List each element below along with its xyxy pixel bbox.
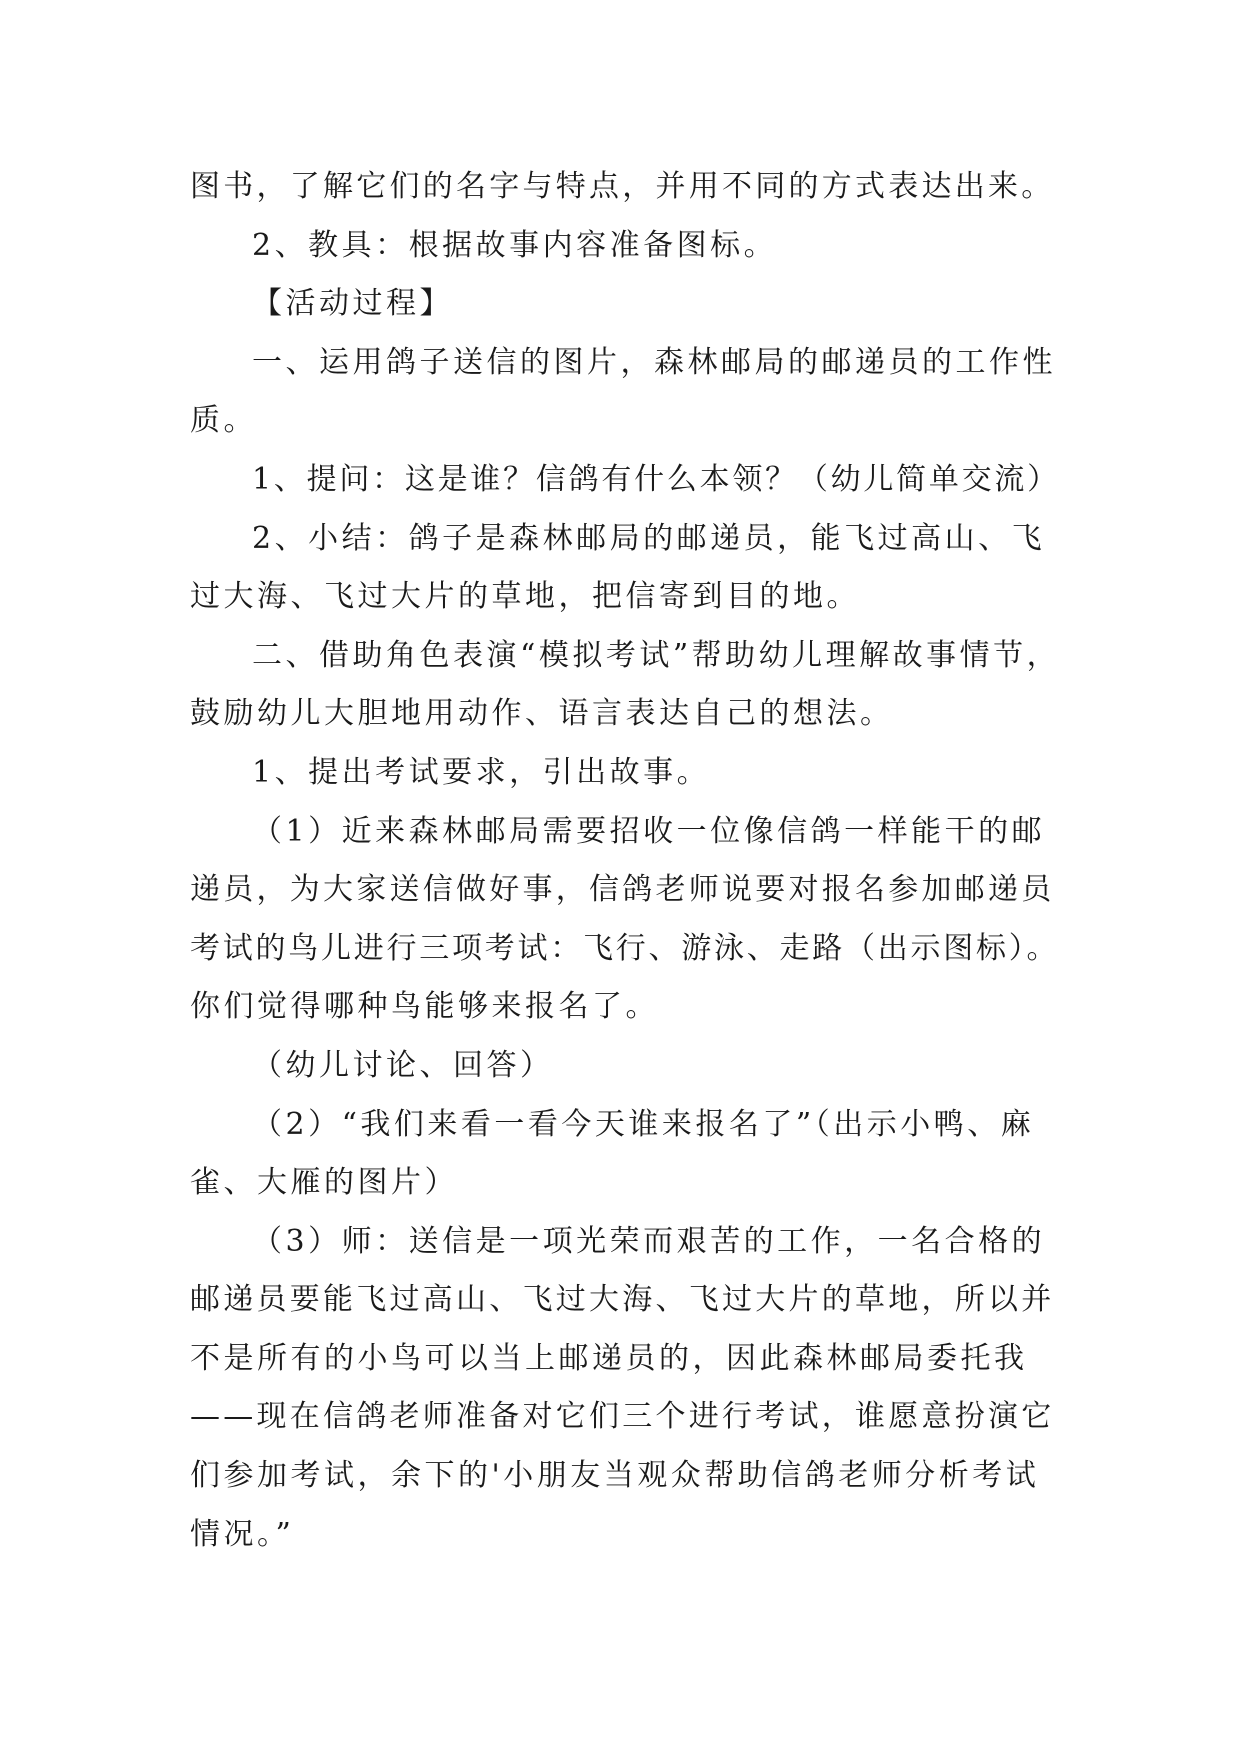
- text-line: 们参加考试，余下的'小朋友当观众帮助信鸽老师分析考试: [190, 1458, 1040, 1494]
- text-line: 雀、大雁的图片）: [190, 1165, 458, 1201]
- text-line: 图书，了解它们的名字与特点，并用不同的方式表达出来。: [190, 169, 1055, 204]
- body-text: [190, 158, 1060, 1564]
- text-line: 一、运用鸽子送信的图片，森林邮局的邮递员的工作性: [252, 344, 1056, 380]
- text-line: 二、借助角色表演“模拟考试”帮助幼儿理解故事情节，: [252, 637, 1061, 673]
- text-line: 2、小结：鸽子是森林邮局的邮递员，能飞过高山、飞: [252, 520, 1046, 556]
- text-line: ——现在信鸽老师准备对它们三个进行考试，谁愿意扮演它: [190, 1399, 1055, 1435]
- text-line: 质。: [190, 403, 257, 439]
- text-line: 情况。”: [190, 1516, 295, 1552]
- text-line: （幼儿讨论、回答）: [252, 1047, 554, 1083]
- text-line: 过大海、飞过大片的草地，把信寄到目的地。: [190, 579, 860, 615]
- text-line: 1、提出考试要求，引出故事。: [252, 754, 711, 790]
- text-line: 邮递员要能飞过高山、飞过大海、飞过大片的草地，所以并: [190, 1282, 1055, 1318]
- text-line: 1、提问：这是谁？信鸽有什么本领？（幼儿简单交流）: [252, 461, 1060, 497]
- text-line: （3）师：送信是一项光荣而艰苦的工作，一名合格的: [252, 1223, 1046, 1259]
- section-heading: 【活动过程】: [252, 286, 453, 322]
- text-line: 递员，为大家送信做好事，信鸽老师说要对报名参加邮递员: [190, 872, 1055, 908]
- text-line: 考试的鸟儿进行三项考试：飞行、游泳、走路（出示图标）。: [190, 930, 1060, 966]
- text-line: 不是所有的小鸟可以当上邮递员的，因此森林邮局委托我: [190, 1340, 1028, 1376]
- text-line: 2、教具：根据故事内容准备图标。: [252, 227, 778, 263]
- text-line: （2）“我们来看一看今天谁来报名了”（出示小鸭、麻: [252, 1106, 1035, 1142]
- text-line: 你们觉得哪种鸟能够来报名了。: [190, 989, 659, 1025]
- text-line: 鼓励幼儿大胆地用动作、语言表达自己的想法。: [190, 696, 894, 732]
- text-line: （1）近来森林邮局需要招收一位像信鸽一样能干的邮: [252, 813, 1046, 849]
